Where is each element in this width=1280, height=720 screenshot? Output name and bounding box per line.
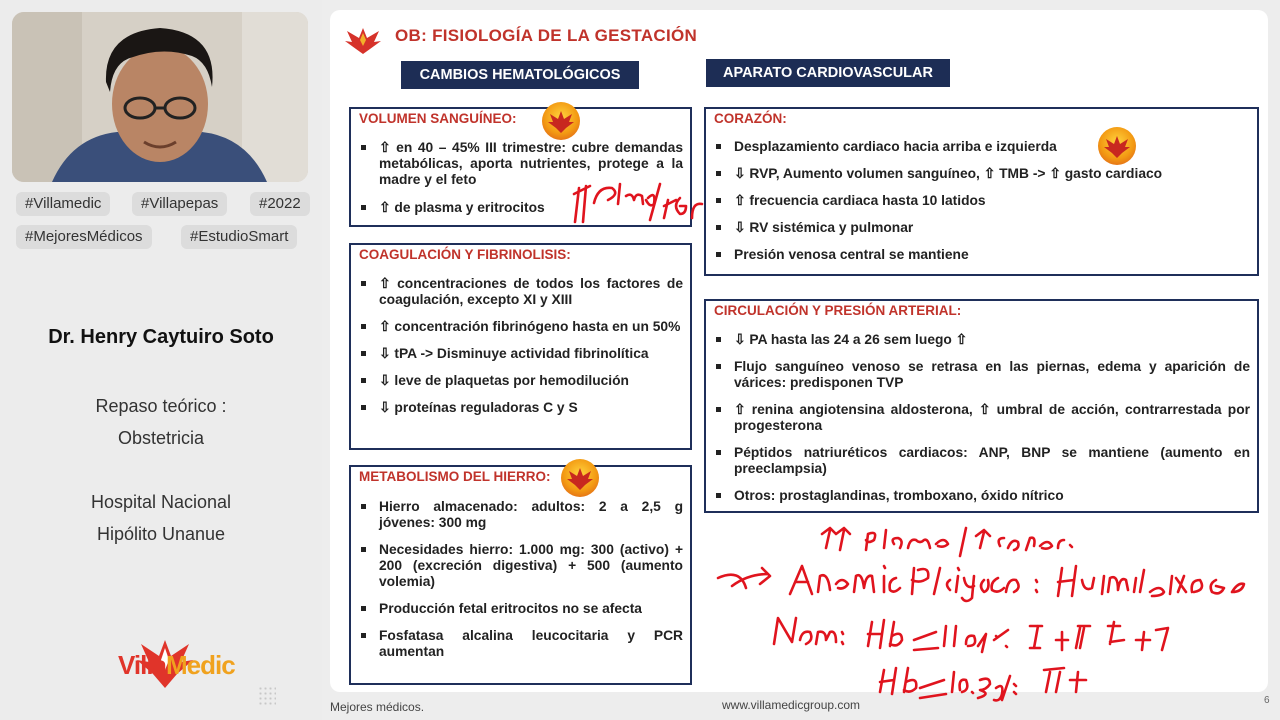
list-item: ⇧ concentración fibrinógeno hasta en un 50%	[361, 319, 683, 335]
corazon-list	[716, 139, 1250, 263]
list-item: Péptidos natriuréticos cardiacos: ANP, BNP se mantiene (aumento en preeclampsia)	[716, 445, 1250, 477]
villamedic-emblem-icon	[1098, 127, 1136, 165]
hashtag-mejoresmedicos: #MejoresMédicos	[16, 225, 152, 249]
course-line-1: Repaso teórico :	[95, 396, 227, 416]
volumen-list	[361, 140, 683, 216]
coagulacion-list	[361, 276, 683, 416]
villamedic-emblem-icon	[344, 24, 382, 54]
hospital-line-1: Hospital Nacional	[90, 492, 232, 512]
list-item: Presión venosa central se mantiene	[716, 247, 1250, 263]
list-item: ⇧ en 40 – 45% III trimestre: cubre demandas metabólicas, aporta nutrientes, protege a la madre y el feto	[361, 140, 683, 188]
hashtag-estudiosmart: #EstudioSmart	[181, 225, 297, 249]
hashtag-2022: #2022	[250, 192, 310, 216]
box-title: METABOLISMO DEL HIERRO:	[359, 469, 551, 484]
list-item: Desplazamiento cardiaco hacia arriba e izquierda	[716, 139, 1250, 155]
hospital-line-2: Hipólito Unanue	[96, 524, 226, 544]
brand-name	[118, 650, 235, 681]
hashtag-villapepas: #Villapepas	[132, 192, 227, 216]
list-item: ⇩ proteínas reguladoras C y S	[361, 400, 683, 416]
hashtag-villamedic: #Villamedic	[16, 192, 110, 216]
hierro-list	[361, 499, 683, 660]
presenter-figure	[12, 12, 308, 182]
course-line-2: Obstetricia	[117, 428, 205, 448]
doctor-name: Dr. Henry Caytuiro Soto	[48, 326, 274, 348]
list-item: ⇩ RV sistémica y pulmonar	[716, 220, 1250, 236]
list-item: Flujo sanguíneo venoso se retrasa en las piernas, edema y aparición de várices: predisponen TVP	[716, 359, 1250, 391]
box-corazon	[704, 107, 1259, 276]
list-item: Hierro almacenado: adultos: 2 a 2,5 g jóvenes: 300 mg	[361, 499, 683, 531]
box-volumen-sanguineo	[349, 107, 692, 227]
list-item: ⇩ RVP, Aumento volumen sanguíneo, ⇧ TMB -> ⇧ gasto cardiaco	[716, 166, 1250, 182]
list-item: Otros: prostaglandinas, tromboxano, óxido nítrico	[716, 488, 1250, 504]
box-metabolismo-hierro	[349, 465, 692, 685]
footer-url: www.villamedicgroup.com	[722, 698, 861, 712]
decorative-dots	[258, 686, 276, 706]
box-circulacion	[704, 299, 1259, 513]
list-item: ⇩ PA hasta las 24 a 26 sem luego ⇧	[716, 332, 1250, 348]
box-title: CIRCULACIÓN Y PRESIÓN ARTERIAL:	[714, 303, 962, 318]
list-item: ⇧ concentraciones de todos los factores de coagulación, excepto XI y XIII	[361, 276, 683, 308]
list-item: ⇩ tPA -> Disminuye actividad fibrinolítica	[361, 346, 683, 362]
slide-title: OB: FISIOLOGÍA DE LA GESTACIÓN	[395, 26, 698, 45]
box-title: CORAZÓN:	[714, 111, 787, 126]
page-number: 6	[1264, 695, 1270, 706]
webcam-video	[12, 12, 308, 182]
list-item: ⇧ frecuencia cardiaca hasta 10 latidos	[716, 193, 1250, 209]
list-item: Fosfatasa alcalina leucocitaria y PCR aumentan	[361, 628, 683, 660]
box-title: VOLUMEN SANGUÍNEO:	[359, 111, 517, 126]
footer-slogan: Mejores médicos.	[330, 700, 425, 714]
header-cambios-hematologicos: CAMBIOS HEMATOLÓGICOS	[401, 61, 639, 89]
list-item: ⇧ renina angiotensina aldosterona, ⇧ umbral de acción, contrarrestada por progesterona	[716, 402, 1250, 434]
left-panel	[0, 0, 322, 720]
brand-name-medic: Medic	[166, 650, 235, 680]
brand-name-villa: Villa	[118, 650, 167, 680]
list-item: ⇩ leve de plaquetas por hemodilución	[361, 373, 683, 389]
header-aparato-cardiovascular: APARATO CARDIOVASCULAR	[706, 59, 950, 87]
villamedic-emblem-icon	[542, 102, 580, 140]
list-item: Producción fetal eritrocitos no se afecta	[361, 601, 683, 617]
box-coagulacion	[349, 243, 692, 450]
box-title: COAGULACIÓN Y FIBRINOLISIS:	[359, 247, 571, 262]
villamedic-emblem-icon	[561, 459, 599, 497]
list-item: Necesidades hierro: 1.000 mg: 300 (activo) + 200 (excreción digestiva) + 500 (aumento volemia)	[361, 542, 683, 590]
list-item: ⇧ de plasma y eritrocitos	[361, 200, 683, 216]
circulacion-list	[716, 332, 1250, 504]
